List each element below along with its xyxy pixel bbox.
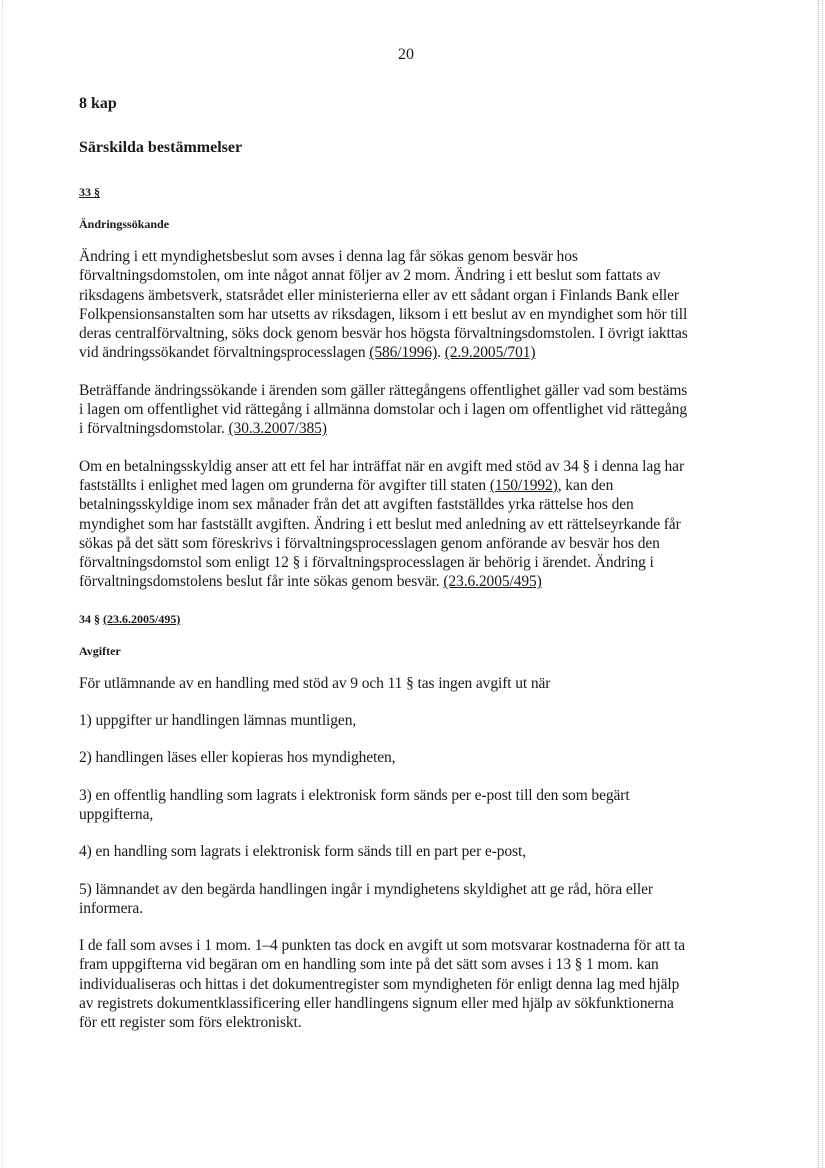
section-33-paragraph-1 [79, 247, 749, 363]
text-line: riksdagens ämbetsverk, statsrådet eller ministerierna eller av ett sådant organ i Finlands Bank eller [79, 286, 679, 304]
text-line [79, 572, 749, 591]
list-item: 4) en handling som lagrats i elektronisk form sänds till en part per e-post, [79, 843, 526, 861]
text-line: Ändring i ett myndighetsbeslut som avses i denna lag får sökas genom besvär hos [79, 248, 578, 265]
section-33-paragraph-2 [79, 381, 749, 439]
text-line [79, 419, 749, 438]
text-fragment: förvaltningsdomstolens beslut får inte sökas genom besvär. [79, 573, 444, 591]
list-item [79, 786, 749, 825]
law-reference-link[interactable]: (30.3.2007/385) [228, 420, 327, 438]
text-line: Beträffande ändringssökande i ärenden som gäller rättegångens offentlighet gäller vad som bestäms [79, 381, 688, 399]
list-item [79, 880, 749, 919]
section-34-intro: För utlämnande av en handling med stöd av 9 och 11 § tas ingen avgift ut när [79, 674, 551, 692]
text-line: 5) lämnandet av den begärda handlingen ingår i myndighetens skyldighet att ge råd, höra eller [79, 880, 653, 898]
text-line: sökas på det sätt som föreskrivs i förvaltningsprocesslagen genom anförande av besvär hos den [79, 534, 660, 552]
section-33-sign: 33 § [79, 185, 100, 199]
text-line: Folkpensionsanstalten som har utsetts av riksdagen, liksom i ett beslut av en myndighet som hör till [79, 305, 688, 323]
text-line: förvaltningsdomstolen, om inte något annat följer av 2 mom. Ändring i ett beslut som fattats av [79, 267, 661, 285]
text-line: individualiseras och hittas i det dokumentregister som myndigheten för enligt denna lag med hjälp [79, 975, 680, 993]
law-reference-link[interactable]: (23.6.2005/495) [103, 611, 181, 626]
text-line: 3) en offentlig handling som lagrats i elektronisk form sänds per e-post till den som begärt [79, 786, 630, 804]
section-34-number: 34 § [79, 611, 103, 626]
scan-edge-right [817, 0, 819, 1168]
section-34-heading: Avgifter [79, 643, 121, 658]
text-line: betalningsskyldige inom sex månader från det att avgiften fastställdes yrka rättelse hos den [79, 496, 634, 514]
law-reference-link[interactable]: (150/1992) [489, 476, 558, 494]
law-reference-link[interactable]: (586/1996) [369, 344, 438, 362]
text-line: förvaltningsdomstol som enligt 12 § i förvaltningsprocesslagen är behörig i ärendet. Ändring i [79, 554, 654, 572]
document-body [79, 92, 749, 1033]
text-line [79, 476, 749, 495]
law-reference-link[interactable]: (2.9.2005/701) [444, 344, 536, 362]
text-line: I de fall som avses i 1 mom. 1–4 punkten tas dock en avgift ut som motsvarar kostnaderna för att ta [79, 937, 686, 955]
text-line: för ett register som förs elektroniskt. [79, 1014, 302, 1032]
page-number: 20 [398, 46, 414, 63]
text-line: myndighet som har fastställt avgiften. Ändring i ett beslut med anledning av ett rättelseyrkande får [79, 515, 681, 533]
text-line: informera. [79, 899, 143, 917]
chapter-number: 8 kap [79, 95, 117, 112]
text-line: i lagen om offentlighet vid rättegång i allmänna domstolar och i lagen om offentlighet vid rättegång [79, 401, 687, 419]
section-34-paragraph-2 [79, 936, 749, 1032]
text-fragment: vid ändringssökandet förvaltningsprocesslagen [79, 344, 370, 362]
text-line: fram uppgifterna vid begäran om en handling som inte på det sätt som avses i 13 § 1 mom. kan [79, 956, 659, 974]
list-item: 2) handlingen läses eller kopieras hos myndigheten, [79, 749, 396, 767]
list-item: 1) uppgifter ur handlingen lämnas muntligen, [79, 712, 357, 730]
text-fragment: i förvaltningsdomstolar. [79, 420, 229, 438]
section-33-paragraph-3 [79, 457, 749, 592]
section-34-sign [79, 610, 749, 628]
text-line: deras centralförvaltning, söks dock genom besvär hos högsta förvaltningsdomstolen. I övrigt iakttas [79, 325, 688, 343]
text-fragment: , kan den [557, 476, 614, 494]
text-line: av registrets dokumentklassificering eller handlingens signum eller med hjälp av sökfunktionerna [79, 995, 674, 1013]
scan-edge-right-outer [821, 0, 823, 1168]
text-line: uppgifterna, [79, 805, 154, 823]
text-fragment: . [437, 344, 445, 362]
chapter-title: Särskilda bestämmelser [79, 139, 243, 156]
section-33-heading: Ändringssökande [79, 217, 170, 231]
law-reference-link[interactable]: (23.6.2005/495) [443, 573, 542, 591]
text-line [79, 343, 749, 362]
scan-edge-left [2, 0, 4, 1168]
text-fragment: fastställts i enlighet med lagen om grunderna för avgifter till staten [79, 476, 490, 494]
text-line: Om en betalningsskyldig anser att ett fel har inträffat när en avgift med stöd av 34 § i denna lag har [79, 457, 685, 475]
